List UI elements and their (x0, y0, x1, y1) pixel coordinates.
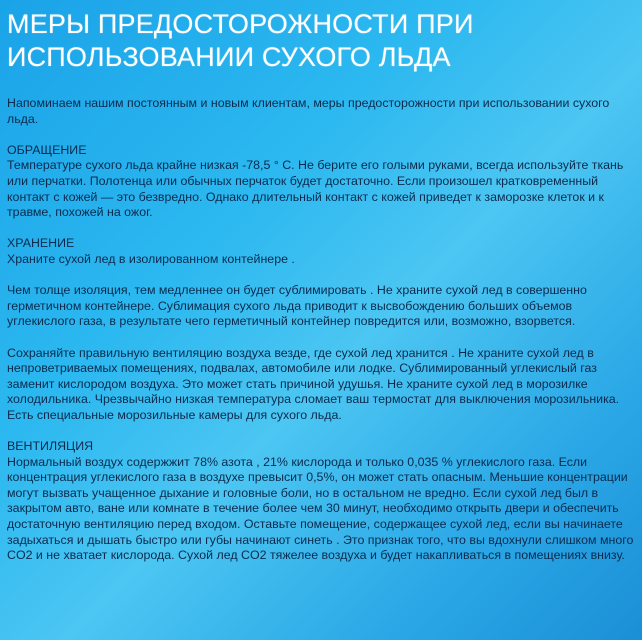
ventilation-paragraph: Нормальный воздух содержжит 78% азота , 21% кислорода и только 0,035 % углекислого газа. Если концентрация углекислого газа в воздухе превысит 0,5%, он может стать опасным. Меньшие концентрации могут вызвать учащенное дыхание и головные боли, но в остальном не вредно. Если сухой лед был в закрытом авто, ване или комнате в течение более чем 30 минут, необходимо открыть двери и обеспечить достаточную вентиляцию перед входом. Оставьте помещение, содержащее сухой лед, если вы начинаете задыхаться и дышать быстро или губы начинают синеть . Это признак того, что вы вдохнули слишком много CO2 и не хватает кислорода. Сухой лед CO2 тяжелее воздуха и будет накапливаться в помещениях внизу. (7, 454, 634, 563)
ventilation-heading: ВЕНТИЛЯЦИЯ (7, 439, 94, 454)
handling-heading: ОБРАЩЕНИЕ (7, 142, 87, 157)
title-line-2: ИСПОЛЬЗОВАНИИ СУХОГО ЛЬДА (7, 42, 451, 72)
storage-heading: ХРАНЕНИЕ (7, 236, 75, 251)
page-title (7, 8, 637, 74)
storage-paragraph-1: Храните сухой лед в изолированном контейнере . (7, 251, 295, 266)
storage-paragraph-2: Чем толще изоляция, тем медленнее он будет сублимировать . Не храните сухой лед в совершенно герметичном контейнере. Сублимация сухого льда приводит к высвобождению больших объемов углекислого газа, в результате чего герметичный контейнер повредится или, возможно, взорвется. (7, 283, 587, 329)
title-line-1: МЕРЫ ПРЕДОСТОРОЖНОСТИ ПРИ (7, 9, 474, 39)
article-body (7, 96, 635, 564)
handling-paragraph: Температуре сухого льда крайне низкая -78,5 ° C. Не берите его голыми руками, всегда используйте ткань или перчатки. Полотенца или обычных перчаток будет достаточно. Если произошел кратковременный контакт с кожей — это безвредно. Однако длительный контакт с кожей приведет к заморозке клеток и к травме, похожей на ожог. (7, 158, 624, 220)
intro-paragraph: Напоминаем нашим постоянным и новым клиентам, меры предосторожности при использовании сухого льда. (7, 96, 610, 126)
storage-paragraph-3: Сохраняйте правильную вентиляцию воздуха везде, где сухой лед хранится . Не храните сухой лед в непроветриваемых помещениях, подвалах, автомобиле или лодке. Сублимированный углекислый газ заменит кислородом воздуха. Это может стать причиной удушья. Не храните сухой лед в морозилке холодильника. Чрезвычайно низкая температура сломает ваш термостат для выключения морозильника. Есть специальные морозильные камеры для сухого льда. (7, 345, 620, 422)
